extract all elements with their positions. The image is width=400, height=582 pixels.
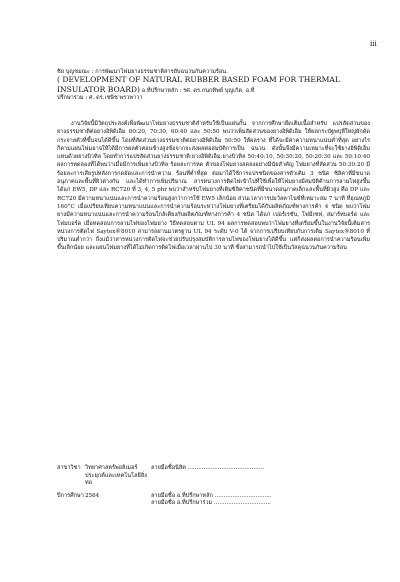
signature-line: ลายมือชื่อ อ.ที่ปรึกษาร่วม ................................ bbox=[151, 500, 271, 507]
field-value: วิทยาศาสตร์พอลิเมอร์ประยุกต์และเทคโนโลยีสิ่งทอ bbox=[85, 465, 147, 487]
field-value bbox=[85, 500, 151, 508]
signature-table bbox=[57, 465, 373, 508]
page-number: iii bbox=[370, 40, 377, 48]
english-title: ( DEVELOPMENT OF NATURAL RUBBER BASED FOAM FOR THERMAL INSULATOR BOARD) bbox=[57, 75, 340, 94]
signature-row bbox=[57, 500, 373, 508]
signature-line: ลายมือชื่อนิสิต ........................................... bbox=[151, 465, 265, 471]
advisor-line-1: อ.ที่ปรึกษาหลัก : รศ. ดร.กนกทิพย์ บุญเกิด, อ.ที่ bbox=[139, 87, 255, 94]
field-label: สาขาวิชา bbox=[57, 465, 81, 471]
signature-line: ลายมือชื่อ อ.ที่ปรึกษาหลัก ................................ bbox=[151, 492, 272, 499]
abstract-body bbox=[57, 120, 370, 253]
abstract-paragraph: งานวิจัยนี้มีวัตถุประสงค์เพื่อพัฒนาโฟมยางธรรมชาติสำหรับใช้เป็นแผ่นกั้น จากการศึกษายึดเต็มเนื้อสำหรับ แปรสัดส่วนของยางธรรมชาติต่อยางอิพิดิเอ็ม 80:20, 70:30, 60:40 และ 50:50 พบว่าเพิ่มสัดส่วนของยางอิพิดิเอ็ม ให้ผลกระบัฐพบุหีใหญ่ผักดัดกระจายตัวที่ขึ้นจนได้ดีขึ้น โดยที่สัดส่วนยางธรรมชาติต่อยางอิพิดิเอ็ม 50:50 ให้ผลราง ที่ได้จะมีค่าความหนาแน่นต่ำที่สุด อย่างไรก็ตามแผ่นโฟมอาจให้ได้มีการผลตัวค่อนข้างสูงข้อจากจะส่งผลต่อสมบัติการเป็น ฉนวน ดังนั้นจึงมีความเหมาะที่จะใช้ยางอิพิดิเอ็มแทนด้วยยางบิวทิล โดยทำการแปรสัดส่วนยางธรรมชาติ:ยางอิพิดิเอ็ม:ยางบิวทิล 50:40:10, 50:30:20, 50:20:30 และ 50:10:40 ผลการทดลองที่ได้พบว่าเมื่อมีการเพิ่มยางบิวทิล ร้อยละการหด ตัวของโฟมยางลดลงอย่างมีนัยสำคัญ โฟมยางที่สัดส่วน 50:30:20 มีร้อยละการเสียรูปหลังการกดอัดและการนำความ ร้อนที่ต่ำที่สุด ต่อมาได้ใช้การแปรชนิดของสารตัวเติม 3 ชนิด ซิลิคาที่มีขนาดอนุภาคและพื้นที่ผิวต่างกัน และได้ทำการเพิ่มปริมาณ สารหน่วงการติดไฟเข้าไปที่ใช้เพื่อให้โฟมยางมีสมบัติต้านการลามไฟสูงขึ้น ได้แก่ EW5, DP และ RC720 ที่ 3, 4, 5 phr พบว่าสำหรับโฟมยางที่เติมซิลิคาชนิดที่มีขนาดอนุภาคเล็กและพื้นที่ผิวสูง คือ DP และ RC720 มีความหนาแน่นและการนำความร้อนสูงกว่าการใช้ EW5 เล็กน้อย ส่วนเวลาการบ่มวัลคาไนซ์ที่เหมาะสม 7 นาที ที่อุณหภูมิ 160°C เมื่อเปรียบเทียบความหนาแน่นและการนำความร้อนระหว่างโฟมยางที่เตรียมได้กับผลิตภัณฑ์ทางการค้า 4 ชนิด พบว่าโฟมยางมีความหนาแน่นและการนำความร้อนใกล้เคียงกับผลิตภัณฑ์ทางการค้า 4 ชนิด ได้แก่ เปอร์เรชัน, โฟมีเซฟ, สมาร์ทบอร์ด และโฟมบอร์ด เมื่อทดสอบการลามไฟของโฟมยาง วิธีทดสอบตาม UL 94 ผลการทดสอบพบว่าโฟมยางที่เตรียมขึ้นในงานวิจัยนี้เติมสารหน่วงการติดไฟ Saytex®8010 สามารถผ่านมาตรฐาน UL 94 ระดับ V-0 ได้ จากการเปรียบเทียบกับการเติม Saytex®8010 ที่ปริมาณต่ำกว่า ถึงแม้ว่าสารหน่วงการติดไฟจะช่วยปรับปรุงสมบัติการลามไฟของโฟมยางได้ดีขึ้น แต่ก็ส่งผลต่อการนำความร้อนเพิ่มขึ้นเล็กน้อย และแผ่นโฟมยางที่ได้ไม่เกิดการติดไฟเมื่อเวลาผ่านไป 30 นาที ซึ่งสามารถนำไปใช้เป็นวัสดุฉนวนกันความร้อน bbox=[57, 121, 370, 252]
thai-title-line: ชิย บุญชมณะ : การพัฒนาโฟมยางธรรมชาติสารยับฉนวนกันความร้อน. bbox=[57, 69, 228, 75]
thesis-header bbox=[57, 69, 369, 102]
advisor-line-2: ปรึกษาร่วม : ศ. ดร.เชษิช พรวพาวา bbox=[57, 94, 143, 101]
field-label bbox=[57, 500, 85, 508]
field-label: ปีการศึกษา bbox=[57, 492, 84, 499]
english-title-block bbox=[57, 76, 369, 95]
signature-row bbox=[57, 465, 373, 488]
field-value: 2564 bbox=[85, 492, 100, 499]
